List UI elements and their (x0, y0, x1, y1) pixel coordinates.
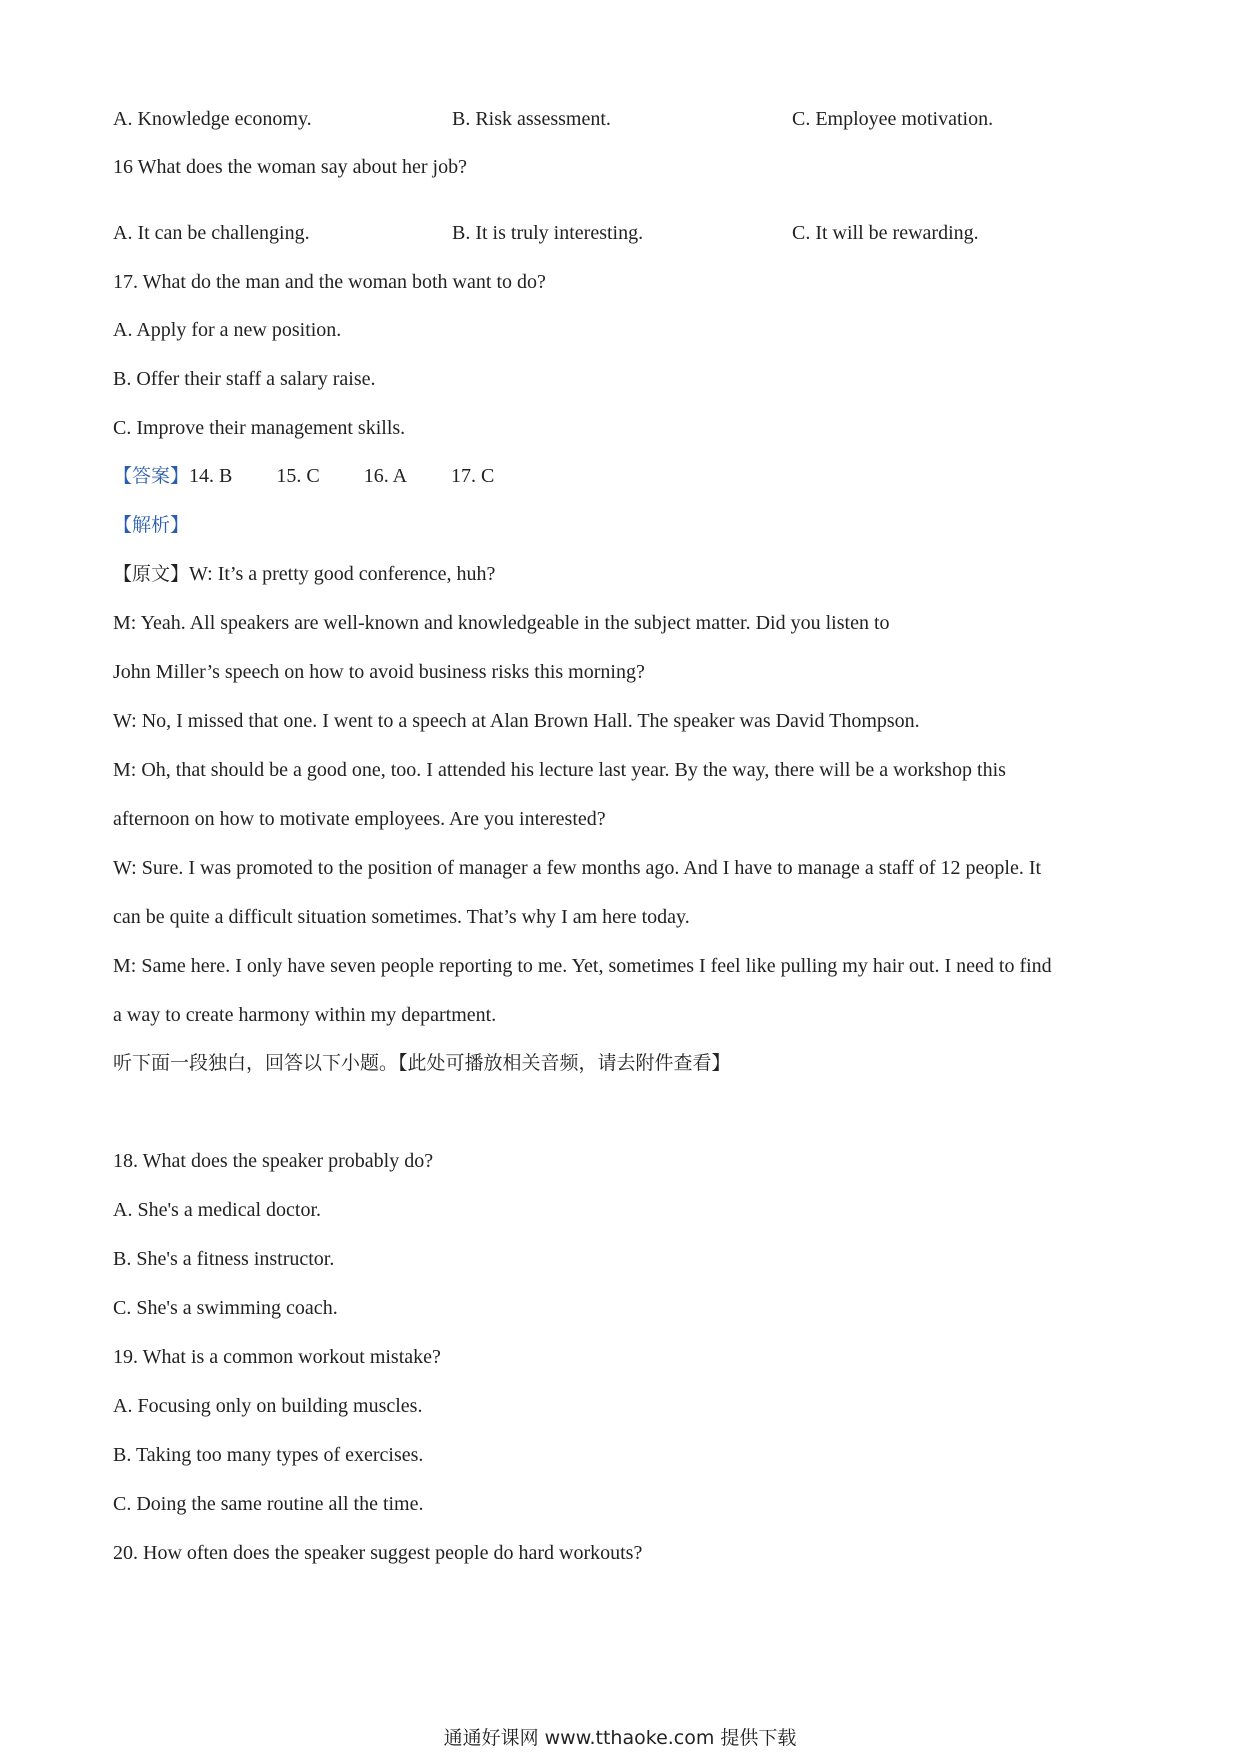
q17-option-b: B. Offer their staff a salary raise. (113, 368, 376, 390)
section-intro: 听下面一段独白，回答以下小题。【此处可播放相关音频，请去附件查看】 (113, 1052, 731, 1074)
q18-option-a: A. She's a medical doctor. (113, 1199, 321, 1221)
q18-option-b: B. She's a fitness instructor. (113, 1248, 335, 1270)
q15-option-c: C. Employee motivation. (792, 108, 994, 130)
q18-option-c: C. She's a swimming coach. (113, 1297, 338, 1319)
q17-option-c: C. Improve their management skills. (113, 417, 406, 439)
analysis-tag-line (113, 513, 189, 537)
transcript-text: W: It’s a pretty good conference, huh? (189, 563, 496, 585)
answer-item: 14. B (189, 465, 233, 487)
q16-option-c: C. It will be rewarding. (792, 222, 979, 244)
answer-line (113, 464, 494, 488)
q18-question: 18. What does the speaker probably do? (113, 1150, 434, 1172)
answer-item: 17. C (451, 465, 495, 487)
transcript-line: W: No, I missed that one. I went to a speech at Alan Brown Hall. The speaker was David Thompson. (113, 710, 920, 732)
q15-option-a: A. Knowledge economy. (113, 108, 312, 130)
answer-item: 15. C (276, 465, 320, 487)
q17-question: 17. What do the man and the woman both want to do? (113, 271, 546, 293)
transcript-tag: 【原文】 (113, 563, 190, 585)
transcript-line (113, 562, 495, 586)
transcript-line: afternoon on how to motivate employees. Are you interested? (113, 808, 606, 830)
q19-option-c: C. Doing the same routine all the time. (113, 1493, 424, 1515)
transcript-line: can be quite a difficult situation sometimes. That’s why I am here today. (113, 906, 690, 928)
page-footer: 通通好课网 www.tthaoke.com 提供下载 (443, 1727, 797, 1749)
transcript-line: W: Sure. I was promoted to the position of manager a few months ago. And I have to manage a staff of 12 people. It (113, 857, 1042, 879)
answer-tag: 【答案】 (113, 465, 190, 487)
analysis-tag: 【解析】 (113, 514, 190, 536)
q17-option-a: A. Apply for a new position. (113, 319, 342, 341)
answer-item: 16. A (363, 465, 408, 487)
transcript-line: M: Same here. I only have seven people reporting to me. Yet, sometimes I feel like pulling my hair out. I need to find (113, 955, 1052, 977)
transcript-line: a way to create harmony within my department. (113, 1004, 497, 1026)
transcript-line: M: Yeah. All speakers are well-known and knowledgeable in the subject matter. Did you listen to (113, 612, 890, 634)
q19-question: 19. What is a common workout mistake? (113, 1346, 441, 1368)
transcript-line: John Miller’s speech on how to avoid business risks this morning? (113, 661, 645, 683)
q19-option-a: A. Focusing only on building muscles. (113, 1395, 423, 1417)
q16-option-a: A. It can be challenging. (113, 222, 310, 244)
q16-question: 16 What does the woman say about her job? (113, 156, 467, 178)
q19-option-b: B. Taking too many types of exercises. (113, 1444, 424, 1466)
q15-option-b: B. Risk assessment. (452, 108, 611, 130)
transcript-line: M: Oh, that should be a good one, too. I attended his lecture last year. By the way, there will be a workshop this (113, 759, 1006, 781)
q20-question: 20. How often does the speaker suggest people do hard workouts? (113, 1542, 643, 1564)
q16-option-b: B. It is truly interesting. (452, 222, 644, 244)
